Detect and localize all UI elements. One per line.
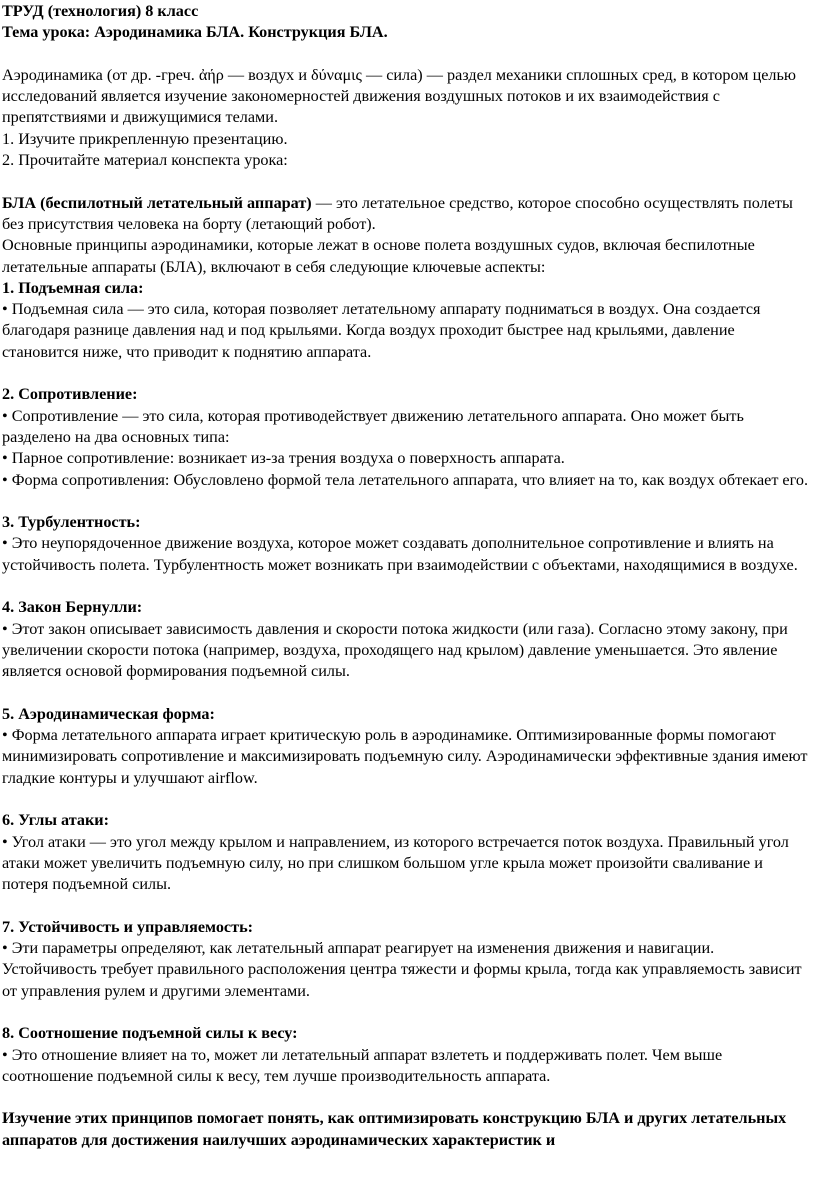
section-bullet: • Форма летательного аппарата играет критическую роль в аэродинамике. Оптимизированные формы помогают минимизировать сопротивление и максимизировать подъемную силу. Аэродинамически эффективные здания имеют гладкие контуры и улучшают airflow. <box>2 726 808 787</box>
section <box>2 704 812 789</box>
grade-line: ТРУД (технология) 8 класс <box>2 2 199 20</box>
principles-intro: Основные принципы аэродинамики, которые лежат в основе полета воздушных судов, включая беспилотные летательные аппараты (БЛА), включают в себя следующие ключевые аспекты: <box>2 236 755 276</box>
section-heading: 1. Подъемная сила: <box>2 278 144 297</box>
section-heading: 8. Соотношение подъемной силы к весу: <box>2 1024 298 1043</box>
spacer <box>2 171 812 192</box>
section-bullet: • Угол атаки — это угол между крылом и направлением, из которого встречается поток воздуха. Правильный угол атаки может увеличить подъемную силу, но при слишком большом угле крыла может произойти сваливание и потеря подъемной силы. <box>2 832 789 894</box>
section <box>2 917 812 1002</box>
section <box>2 512 812 576</box>
section-bullet: • Это отношение влияет на то, может ли летательный аппарат взлететь и поддерживать полет. Чем выше соотношение подъемной силы к весу, тем лучше производительность аппарата. <box>2 1045 723 1085</box>
section-heading: 5. Аэродинамическая форма: <box>2 704 215 723</box>
topic-line: Тема урока: Аэродинамика БЛА. Конструкция БЛА. <box>2 23 388 42</box>
section-bullet: • Эти параметры определяют, как летательный аппарат реагирует на изменения движения и навигации. Устойчивость требует правильного расположения центра тяжести и формы крыла, тогда как управляемость зависит от управления рулем и другими элементами. <box>2 939 802 1000</box>
section-heading: 4. Закон Бернулли: <box>2 598 143 617</box>
section <box>2 1023 812 1087</box>
bla-definition <box>2 193 812 236</box>
section <box>2 810 812 895</box>
section <box>2 384 812 490</box>
section-heading: 3. Турбулентность: <box>2 513 141 532</box>
conclusion: Изучение этих принципов помогает понять, как оптимизировать конструкцию БЛА и других летательных аппаратов для достижения наилучших аэродинамических характеристик и <box>2 1109 787 1149</box>
section-bullet: • Этот закон описывает зависимость давления и скорости потока жидкости (или газа). Согласно этому закону, при увеличении скорости потока (например, воздуха, проходящего над крылом) давление уменьшается. Это явление является основой формирования подъемной силы. <box>2 619 788 681</box>
spacer <box>2 44 812 65</box>
section-heading: 2. Сопротивление: <box>2 385 138 404</box>
section-bullet: • Сопротивление — это сила, которая противодействует движению летательного аппарата. Оно может быть разделено на два основных типа: <box>2 406 744 446</box>
section-bullet: • Форма сопротивления: Обусловлено формой тела летательного аппарата, что влияет на то, как воздух обтекает его. <box>2 470 808 489</box>
bla-definition-text: — это летательное средство, которое способно осуществлять полеты без присутствия человека на борту (летающий робот). <box>2 193 793 233</box>
intro-definition: Аэродинамика (от др. -греч. ἀήρ — воздух и δύναμις — сила) — раздел механики сплошных сред, в котором целью исследований является изучение закономерностей движения воздушных потоков и их взаимодействия с препятствиями и движущимися телами. <box>2 65 796 127</box>
section-bullet: • Парное сопротивление: возникает из-за трения воздуха о поверхность аппарата. <box>2 449 565 468</box>
section <box>2 597 812 682</box>
task-1: 1. Изучите прикрепленную презентацию. <box>2 129 288 148</box>
bla-term: БЛА (беспилотный летательный аппарат) <box>2 193 312 212</box>
section <box>2 278 812 363</box>
task-2: 2. Прочитайте материал конспекта урока: <box>2 151 288 170</box>
sections-list <box>2 278 812 1087</box>
section-bullet: • Подъемная сила — это сила, которая позволяет летательному аппарату подниматься в воздух. Она создается благодаря разнице давления над и под крыльями. Когда воздух проходит быстрее над крыльями, давление становится ниже, что приводит к поднятию аппарата. <box>2 300 761 361</box>
section-heading: 7. Устойчивость и управляемость: <box>2 917 254 936</box>
section-bullet: • Это неупорядоченное движение воздуха, которое может создавать дополнительное сопротивление и влиять на устойчивость полета. Турбулентность может возникать при взаимодействии с объектами, находящимися в воздухе. <box>2 534 798 574</box>
section-heading: 6. Углы атаки: <box>2 811 109 830</box>
